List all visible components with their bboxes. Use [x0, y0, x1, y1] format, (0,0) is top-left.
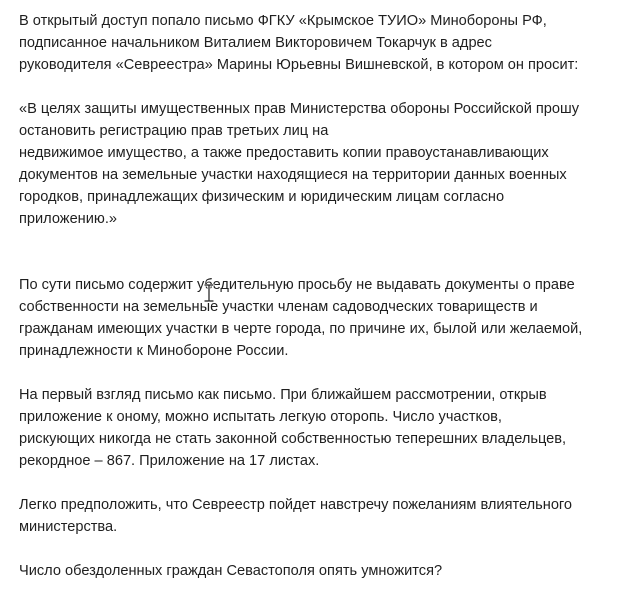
- paragraph-intro: [19, 10, 612, 76]
- text-line: недвижимое имущество, а также предоставить копии правоустанавливающих: [19, 145, 549, 161]
- text-line: В открытый доступ попало письмо ФГКУ «Крымское ТУИО» Минобороны РФ,: [19, 13, 547, 29]
- paragraph-summary: [19, 274, 612, 362]
- text-line: министерства.: [19, 519, 118, 535]
- paragraph-question: [19, 560, 612, 582]
- text-line: собственности на земельные участки членам садоводческих товариществ и: [19, 299, 538, 315]
- text-line: руководителя «Севреестра» Марины Юрьевны Вишневской, в котором он просит:: [19, 57, 579, 73]
- paragraph-prediction: [19, 494, 612, 538]
- text-line: рискующих никогда не стать законной собственностью теперешних владельцев,: [19, 431, 567, 447]
- text-line: рекордное – 867. Приложение на 17 листах.: [19, 453, 320, 469]
- text-line: Число обездоленных граждан Севастополя опять умножится?: [19, 563, 443, 579]
- text-line: подписанное начальником Виталием Викторовичем Токарчук в адрес: [19, 35, 492, 51]
- paragraph-gap: [19, 76, 612, 98]
- paragraph-gap: [19, 538, 612, 560]
- paragraph-quote: [19, 98, 612, 230]
- text-line: городков, принадлежащих физическим и юридическим лицам согласно: [19, 189, 505, 205]
- text-line: принадлежности к Минобороне России.: [19, 343, 289, 359]
- text-line: «В целях защиты имущественных прав Министерства обороны Российской прошу: [19, 101, 580, 117]
- text-line: приложение к оному, можно испытать легкую оторопь. Число участков,: [19, 409, 502, 425]
- text-cursor-icon: [203, 284, 215, 302]
- text-line: остановить регистрацию прав третьих лиц на: [19, 123, 329, 139]
- text-line: По сути письмо содержит убедительную просьбу не выдавать документы о праве: [19, 277, 575, 293]
- text-line: На первый взгляд письмо как письмо. При ближайшем рассмотрении, открыв: [19, 387, 547, 403]
- paragraph-gap: [19, 362, 612, 384]
- paragraph-gap: [19, 230, 612, 274]
- text-line: гражданам имеющих участки в черте города, по причине их, былой или желаемой,: [19, 321, 583, 337]
- text-line: приложению.»: [19, 211, 118, 227]
- paragraph-gap: [19, 472, 612, 494]
- paragraph-appendix: [19, 384, 612, 472]
- text-line: документов на земельные участки находящиеся на территории данных военных: [19, 167, 567, 183]
- text-line: Легко предположить, что Севреестр пойдет навстречу пожеланиям влиятельного: [19, 497, 573, 513]
